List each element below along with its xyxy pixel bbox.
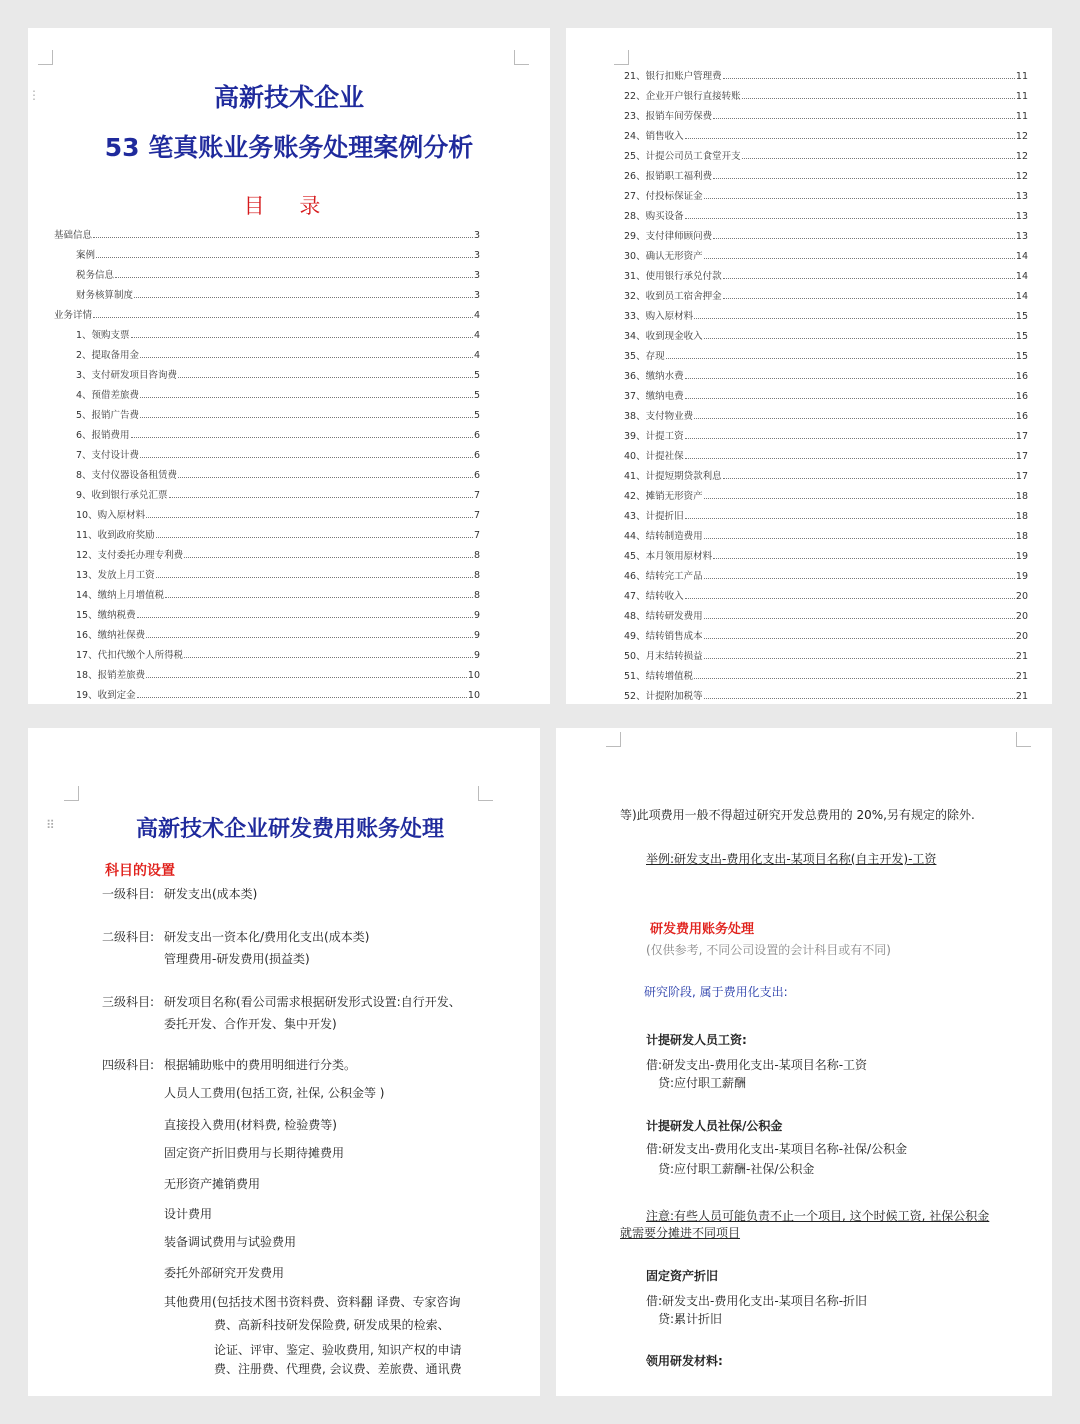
toc-leader-dots <box>713 238 1015 239</box>
toc-entry-label: 9、收到银行承兑汇票 <box>76 490 168 501</box>
entry-heading-depreciation: 固定资产折旧 <box>646 1269 719 1283</box>
toc-page-number: 18 <box>1015 491 1028 502</box>
toc-page-number: 18 <box>1015 531 1028 542</box>
toc-entry-label: 41、计提短期贷款利息 <box>624 471 722 482</box>
toc-entry[interactable] <box>54 481 480 501</box>
toc-page-number: 20 <box>1015 611 1028 622</box>
toc-entry-label: 32、收到员工宿舍押金 <box>624 291 722 302</box>
toc-entry-label: 40、计提社保 <box>624 451 684 462</box>
toc-page-number: 12 <box>1015 151 1028 162</box>
toc-entry[interactable] <box>54 261 480 281</box>
toc-entry-label: 24、销售收入 <box>624 131 684 142</box>
toc-entry-label: 13、发放上月工资 <box>76 570 155 581</box>
level2-line2: 管理费用-研发费用(损益类) <box>164 952 310 966</box>
toc-entry-label: 22、企业开户银行直接转账 <box>624 91 741 102</box>
toc-entry-label: 45、本月领用原材料 <box>624 551 713 562</box>
margin-corner-mark <box>478 786 493 801</box>
toc-entry[interactable] <box>624 442 1028 462</box>
toc-page-number: 20 <box>1015 591 1028 602</box>
toc-page-number: 16 <box>1015 411 1028 422</box>
toc-entry-label: 4、预借差旅费 <box>76 390 140 401</box>
toc-page-number: 3 <box>473 230 480 241</box>
toc-entry-label: 2、提取备用金 <box>76 350 140 361</box>
toc-leader-dots <box>704 538 1015 539</box>
toc-entry[interactable] <box>54 561 480 581</box>
credit-line: 贷:应付职工薪酬-社保/公积金 <box>658 1162 815 1176</box>
toc-entry-label: 37、缴纳电费 <box>624 391 684 402</box>
toc-page-number: 16 <box>1015 371 1028 382</box>
toc-page-number: 3 <box>473 250 480 261</box>
toc-entry-label: 11、收到政府奖励 <box>76 530 155 541</box>
other-expenses-line4: 费、注册费、代理费, 会议费、差旅费、通讯费 <box>214 1362 462 1376</box>
level1-text: 研发支出(成本类) <box>164 887 258 901</box>
toc-leader-dots <box>713 558 1015 559</box>
toc-entry-label: 21、银行扣账户管理费 <box>624 71 722 82</box>
toc-leader-dots <box>685 438 1015 439</box>
toc-entry-label: 10、购入原材料 <box>76 510 146 521</box>
toc-entry[interactable] <box>54 541 480 561</box>
toc-entry[interactable] <box>54 661 480 681</box>
toc-entry[interactable] <box>54 341 480 361</box>
toc-entry[interactable] <box>624 222 1028 242</box>
toc-entry-label: 43、计提折旧 <box>624 511 684 522</box>
toc-leader-dots <box>178 377 473 378</box>
toc-entry[interactable] <box>624 502 1028 522</box>
toc-entry[interactable] <box>624 302 1028 322</box>
toc-leader-dots <box>704 198 1015 199</box>
toc-entry-label: 39、计提工资 <box>624 431 684 442</box>
toc-entry[interactable] <box>54 601 480 621</box>
toc-page-number: 12 <box>1015 171 1028 182</box>
toc-entry-label: 36、缴纳水费 <box>624 371 684 382</box>
toc-page-number: 9 <box>473 650 480 661</box>
toc-entry[interactable] <box>624 402 1028 422</box>
toc-leader-dots <box>184 557 473 558</box>
toc-page-number: 17 <box>1015 431 1028 442</box>
toc-leader-dots <box>146 677 467 678</box>
debit-line: 借:研发支出-费用化支出-某项目名称-工资 <box>646 1058 868 1072</box>
toc-page-number: 8 <box>473 570 480 581</box>
doc-title-line1: 高新技术企业 <box>213 83 364 112</box>
toc-entry[interactable] <box>624 102 1028 122</box>
toc-leader-dots <box>156 577 473 578</box>
expense-item: 固定资产折旧费用与长期待摊费用 <box>164 1146 345 1160</box>
toc-entry-label: 12、支付委托办理专利费 <box>76 550 184 561</box>
section-heading: 科目的设置 <box>105 863 175 879</box>
toc-page-number: 7 <box>473 530 480 541</box>
drag-handle-icon[interactable]: ⋮ <box>28 88 39 102</box>
toc-page-number: 4 <box>473 350 480 361</box>
toc-entry[interactable] <box>624 622 1028 642</box>
toc-page-number: 6 <box>473 470 480 481</box>
level4-text: 根据辅助账中的费用明细进行分类。 <box>164 1058 357 1072</box>
toc-leader-dots <box>140 397 473 398</box>
toc-page-number: 8 <box>473 590 480 601</box>
toc-entry-label: 税务信息 <box>76 270 115 281</box>
toc-page-number: 11 <box>1015 71 1028 82</box>
toc-entry-label: 44、结转制造费用 <box>624 531 703 542</box>
toc-entry-label: 29、支付律师顾问费 <box>624 231 713 242</box>
toc-page-number: 21 <box>1015 671 1028 682</box>
rd-accounting-page <box>556 728 1052 1396</box>
toc-entry[interactable] <box>624 382 1028 402</box>
debit-line: 借:研发支出-费用化支出-某项目名称-折旧 <box>646 1294 868 1308</box>
toc-entry-label: 35、存现 <box>624 351 665 362</box>
margin-corner-mark <box>606 732 621 747</box>
toc-leader-dots <box>140 457 473 458</box>
expense-item: 人员人工费用(包括工资, 社保, 公积金等 ) <box>164 1086 385 1100</box>
toc-leader-dots <box>704 618 1015 619</box>
toc-entry-label: 案例 <box>76 250 96 261</box>
toc-entry-label: 业务详情 <box>54 310 93 321</box>
page-title: 高新技术企业研发费用账务处理 <box>135 817 444 842</box>
toc-entry[interactable] <box>624 482 1028 502</box>
toc-page-number: 11 <box>1015 111 1028 122</box>
toc-leader-dots <box>93 237 473 238</box>
toc-entry[interactable] <box>54 281 480 301</box>
toc-entry-label: 5、报销广告费 <box>76 410 140 421</box>
toc-entry[interactable] <box>54 461 480 481</box>
toc-page-number: 20 <box>1015 631 1028 642</box>
toc-entry-label: 51、结转增值税 <box>624 671 694 682</box>
toc-page-number: 5 <box>473 370 480 381</box>
toc-page-number: 11 <box>1015 91 1028 102</box>
doc-title-line2: 53 笔真账业务账务处理案例分析 <box>104 133 474 162</box>
toc-leader-dots <box>685 398 1015 399</box>
toc-entry-label: 34、收到现金收入 <box>624 331 703 342</box>
toc-leader-dots <box>723 78 1015 79</box>
toc-leader-dots <box>713 178 1015 179</box>
toc-leader-dots <box>713 118 1015 119</box>
toc-page-number: 12 <box>1015 131 1028 142</box>
toc-entry[interactable] <box>624 542 1028 562</box>
toc-leader-dots <box>666 358 1015 359</box>
toc-leader-dots <box>140 357 473 358</box>
toc-entry[interactable] <box>54 681 480 701</box>
table-of-contents-continued <box>624 62 1028 702</box>
toc-page-number: 15 <box>1015 331 1028 342</box>
toc-leader-dots <box>694 318 1015 319</box>
toc-leader-dots <box>184 657 473 658</box>
toc-leader-dots <box>137 697 467 698</box>
continued-text: 等)此项费用一般不得超过研究开发总费用的 20%,另有规定的除外. <box>620 808 975 822</box>
toc-entry-label: 33、购入原材料 <box>624 311 694 322</box>
margin-corner-mark <box>514 50 529 65</box>
toc-leader-dots <box>694 418 1015 419</box>
toc-entry[interactable] <box>624 262 1028 282</box>
level2-label: 二级科目: <box>102 930 155 944</box>
toc-entry[interactable] <box>54 401 480 421</box>
toc-leader-dots <box>704 498 1015 499</box>
other-expenses-line2: 费、高新科技研发保险费, 研发成果的检索、 <box>214 1318 450 1332</box>
toc-leader-dots <box>146 637 473 638</box>
toc-entry-label: 23、报销车间劳保费 <box>624 111 713 122</box>
toc-leader-dots <box>96 257 473 258</box>
level3-line2: 委托开发、合作开发、集中开发) <box>164 1017 337 1031</box>
toc-leader-dots <box>694 678 1015 679</box>
example-line: 举例:研发支出-费用化支出-某项目名称(自主开发)-工资 <box>646 852 937 866</box>
toc-entry[interactable] <box>624 202 1028 222</box>
toc-entry[interactable] <box>624 82 1028 102</box>
toc-entry[interactable] <box>624 422 1028 442</box>
toc-entry[interactable] <box>624 182 1028 202</box>
toc-page-number: 13 <box>1015 191 1028 202</box>
toc-leader-dots <box>169 497 473 498</box>
toc-entry-label: 财务核算制度 <box>76 290 134 301</box>
toc-leader-dots <box>178 477 473 478</box>
toc-leader-dots <box>704 698 1015 699</box>
credit-line: 贷:累计折旧 <box>658 1312 723 1326</box>
toc-page-number: 4 <box>473 330 480 341</box>
level4-label: 四级科目: <box>102 1058 155 1072</box>
toc-entry-label: 50、月末结转损益 <box>624 651 703 662</box>
expense-item: 设计费用 <box>164 1207 213 1221</box>
toc-page-number: 5 <box>473 390 480 401</box>
toc-leader-dots <box>146 517 473 518</box>
toc-leader-dots <box>137 617 473 618</box>
toc-entry[interactable] <box>624 122 1028 142</box>
entry-heading-material: 领用研发材料: <box>646 1354 723 1368</box>
toc-entry[interactable] <box>54 501 480 521</box>
toc-page-number: 15 <box>1015 351 1028 362</box>
toc-entry[interactable] <box>54 301 480 321</box>
toc-entry[interactable] <box>624 642 1028 662</box>
toc-leader-dots <box>723 478 1015 479</box>
toc-page-number: 13 <box>1015 231 1028 242</box>
toc-entry-label: 14、缴纳上月增值税 <box>76 590 165 601</box>
toc-page-number: 10 <box>467 670 480 681</box>
toc-entry[interactable] <box>624 522 1028 542</box>
toc-leader-dots <box>685 378 1015 379</box>
toc-page-number: 7 <box>473 510 480 521</box>
toc-leader-dots <box>115 277 473 278</box>
toc-page-number: 15 <box>1015 311 1028 322</box>
toc-leader-dots <box>704 638 1015 639</box>
toc-leader-dots <box>685 138 1015 139</box>
table-of-contents <box>54 221 480 701</box>
level1-label: 一级科目: <box>102 887 155 901</box>
attention-line2: 就需要分摊进不同项目 <box>620 1226 741 1240</box>
toc-entry-label: 48、结转研发费用 <box>624 611 703 622</box>
toc-leader-dots <box>685 518 1015 519</box>
toc-page-number: 21 <box>1015 691 1028 702</box>
toc-page-number: 14 <box>1015 271 1028 282</box>
toc-entry[interactable] <box>624 282 1028 302</box>
toc-entry-label: 31、使用银行承兑付款 <box>624 271 722 282</box>
level2-line1: 研发支出一资本化/费用化支出(成本类) <box>164 930 370 944</box>
toc-page-number: 14 <box>1015 291 1028 302</box>
expense-item: 无形资产摊销费用 <box>164 1177 261 1191</box>
attention-line1: 注意:有些人员可能负责不止一个项目, 这个时候工资, 社保公积金 <box>646 1209 990 1223</box>
expense-item: 委托外部研究开发费用 <box>164 1266 285 1280</box>
debit-line: 借:研发支出-费用化支出-某项目名称-社保/公积金 <box>646 1142 908 1156</box>
toc-page-number: 18 <box>1015 511 1028 522</box>
toc-leader-dots <box>704 258 1015 259</box>
toc-entry-label: 8、支付仪器设备租赁费 <box>76 470 178 481</box>
margin-corner-mark <box>1016 732 1031 747</box>
toc-leader-dots <box>723 278 1015 279</box>
toc-heading: 目 录 <box>243 194 335 218</box>
toc-page-2 <box>566 28 1052 704</box>
expense-item: 装备调试费用与试验费用 <box>164 1235 297 1249</box>
toc-page-number: 5 <box>473 410 480 421</box>
toc-entry-label: 27、付投标保证金 <box>624 191 703 202</box>
toc-entry-label: 16、缴纳社保费 <box>76 630 146 641</box>
toc-entry[interactable] <box>54 441 480 461</box>
toc-entry[interactable] <box>624 582 1028 602</box>
toc-leader-dots <box>131 337 473 338</box>
toc-page-number: 6 <box>473 450 480 461</box>
margin-corner-mark <box>38 50 53 65</box>
toc-leader-dots <box>134 297 473 298</box>
toc-page-number: 13 <box>1015 211 1028 222</box>
toc-entry-label: 47、结转收入 <box>624 591 684 602</box>
toc-entry[interactable] <box>54 621 480 641</box>
toc-entry[interactable] <box>54 521 480 541</box>
toc-entry-label: 38、支付物业费 <box>624 411 694 422</box>
toc-page-number: 3 <box>473 290 480 301</box>
toc-entry[interactable] <box>54 581 480 601</box>
toc-page-number: 9 <box>473 610 480 621</box>
toc-entry[interactable] <box>624 242 1028 262</box>
toc-entry[interactable] <box>54 421 480 441</box>
toc-page-number: 3 <box>473 270 480 281</box>
toc-entry-label: 26、报销职工福利费 <box>624 171 713 182</box>
level3-line1: 研发项目名称(看公司需求根据研发形式设置:自行开发、 <box>164 995 461 1009</box>
toc-page-number: 9 <box>473 630 480 641</box>
margin-corner-mark <box>64 786 79 801</box>
toc-leader-dots <box>704 338 1015 339</box>
level3-label: 三级科目: <box>102 995 155 1009</box>
expense-item: 直接投入费用(材料费, 检验费等) <box>164 1118 337 1132</box>
toc-entry[interactable] <box>624 362 1028 382</box>
toc-leader-dots <box>723 298 1015 299</box>
toc-entry-label: 15、缴纳税费 <box>76 610 136 621</box>
toc-leader-dots <box>156 537 473 538</box>
toc-entry[interactable] <box>624 162 1028 182</box>
toc-entry-label: 基础信息 <box>54 230 93 241</box>
toc-page-number: 19 <box>1015 571 1028 582</box>
toc-entry[interactable] <box>624 682 1028 702</box>
toc-entry[interactable] <box>54 241 480 261</box>
toc-entry[interactable] <box>54 641 480 661</box>
toc-entry-label: 7、支付设计费 <box>76 450 140 461</box>
toc-page-number: 19 <box>1015 551 1028 562</box>
credit-line: 贷:应付职工薪酬 <box>658 1076 747 1090</box>
toc-leader-dots <box>685 458 1015 459</box>
toc-page-number: 7 <box>473 490 480 501</box>
toc-leader-dots <box>742 158 1015 159</box>
toc-page-number: 6 <box>473 430 480 441</box>
toc-entry[interactable] <box>624 602 1028 622</box>
toc-entry-label: 6、报销费用 <box>76 430 130 441</box>
toc-entry[interactable] <box>624 562 1028 582</box>
toc-entry-label: 46、结转完工产品 <box>624 571 703 582</box>
stage-text: 研究阶段, 属于费用化支出: <box>644 985 788 999</box>
toc-entry[interactable] <box>54 221 480 241</box>
rd-expense-page <box>28 728 540 1396</box>
toc-page-number: 16 <box>1015 391 1028 402</box>
toc-entry[interactable] <box>624 62 1028 82</box>
toc-entry-label: 52、计提附加税等 <box>624 691 703 702</box>
toc-entry[interactable] <box>54 361 480 381</box>
toc-entry-label: 42、摊销无形资产 <box>624 491 703 502</box>
toc-entry-label: 18、报销差旅费 <box>76 670 146 681</box>
toc-entry-label: 28、购买设备 <box>624 211 684 222</box>
toc-leader-dots <box>165 597 473 598</box>
toc-leader-dots <box>685 218 1015 219</box>
drag-handle-icon[interactable]: ⠿ <box>46 818 54 832</box>
toc-leader-dots <box>704 578 1015 579</box>
toc-entry[interactable] <box>624 662 1028 682</box>
toc-leader-dots <box>704 658 1015 659</box>
entry-heading-salary: 计提研发人员工资: <box>646 1033 747 1047</box>
toc-leader-dots <box>685 598 1015 599</box>
toc-entry-label: 1、领购支票 <box>76 330 130 341</box>
toc-page-number: 17 <box>1015 451 1028 462</box>
section-heading: 研发费用账务处理 <box>650 922 755 937</box>
toc-entry-label: 19、收到定金 <box>76 690 136 701</box>
toc-leader-dots <box>140 417 473 418</box>
toc-page-number: 10 <box>467 690 480 701</box>
toc-entry-label: 30、确认无形资产 <box>624 251 703 262</box>
toc-page-1 <box>28 28 550 704</box>
toc-entry[interactable] <box>624 342 1028 362</box>
entry-heading-social: 计提研发人员社保/公积金 <box>646 1119 783 1133</box>
toc-entry[interactable] <box>624 322 1028 342</box>
toc-page-number: 8 <box>473 550 480 561</box>
toc-leader-dots <box>131 437 473 438</box>
other-expenses-line3: 论证、评审、鉴定、验收费用, 知识产权的申请 <box>214 1343 462 1357</box>
toc-page-number: 4 <box>473 310 480 321</box>
note-text: (仅供参考, 不同公司设置的会计科目或有不同) <box>646 943 891 957</box>
toc-entry-label: 49、结转销售成本 <box>624 631 703 642</box>
toc-entry[interactable] <box>624 462 1028 482</box>
toc-entry-label: 25、计提公司员工食堂开支 <box>624 151 741 162</box>
toc-page-number: 14 <box>1015 251 1028 262</box>
toc-entry[interactable] <box>54 321 480 341</box>
toc-entry[interactable] <box>54 381 480 401</box>
toc-entry-label: 3、支付研发项目咨询费 <box>76 370 178 381</box>
toc-entry[interactable] <box>624 142 1028 162</box>
toc-entry-label: 17、代扣代缴个人所得税 <box>76 650 184 661</box>
toc-page-number: 21 <box>1015 651 1028 662</box>
other-expenses-line1: 其他费用(包括技术图书资料费、资料翻 译费、专家咨询 <box>164 1295 461 1309</box>
toc-leader-dots <box>93 317 473 318</box>
toc-page-number: 17 <box>1015 471 1028 482</box>
toc-leader-dots <box>742 98 1015 99</box>
